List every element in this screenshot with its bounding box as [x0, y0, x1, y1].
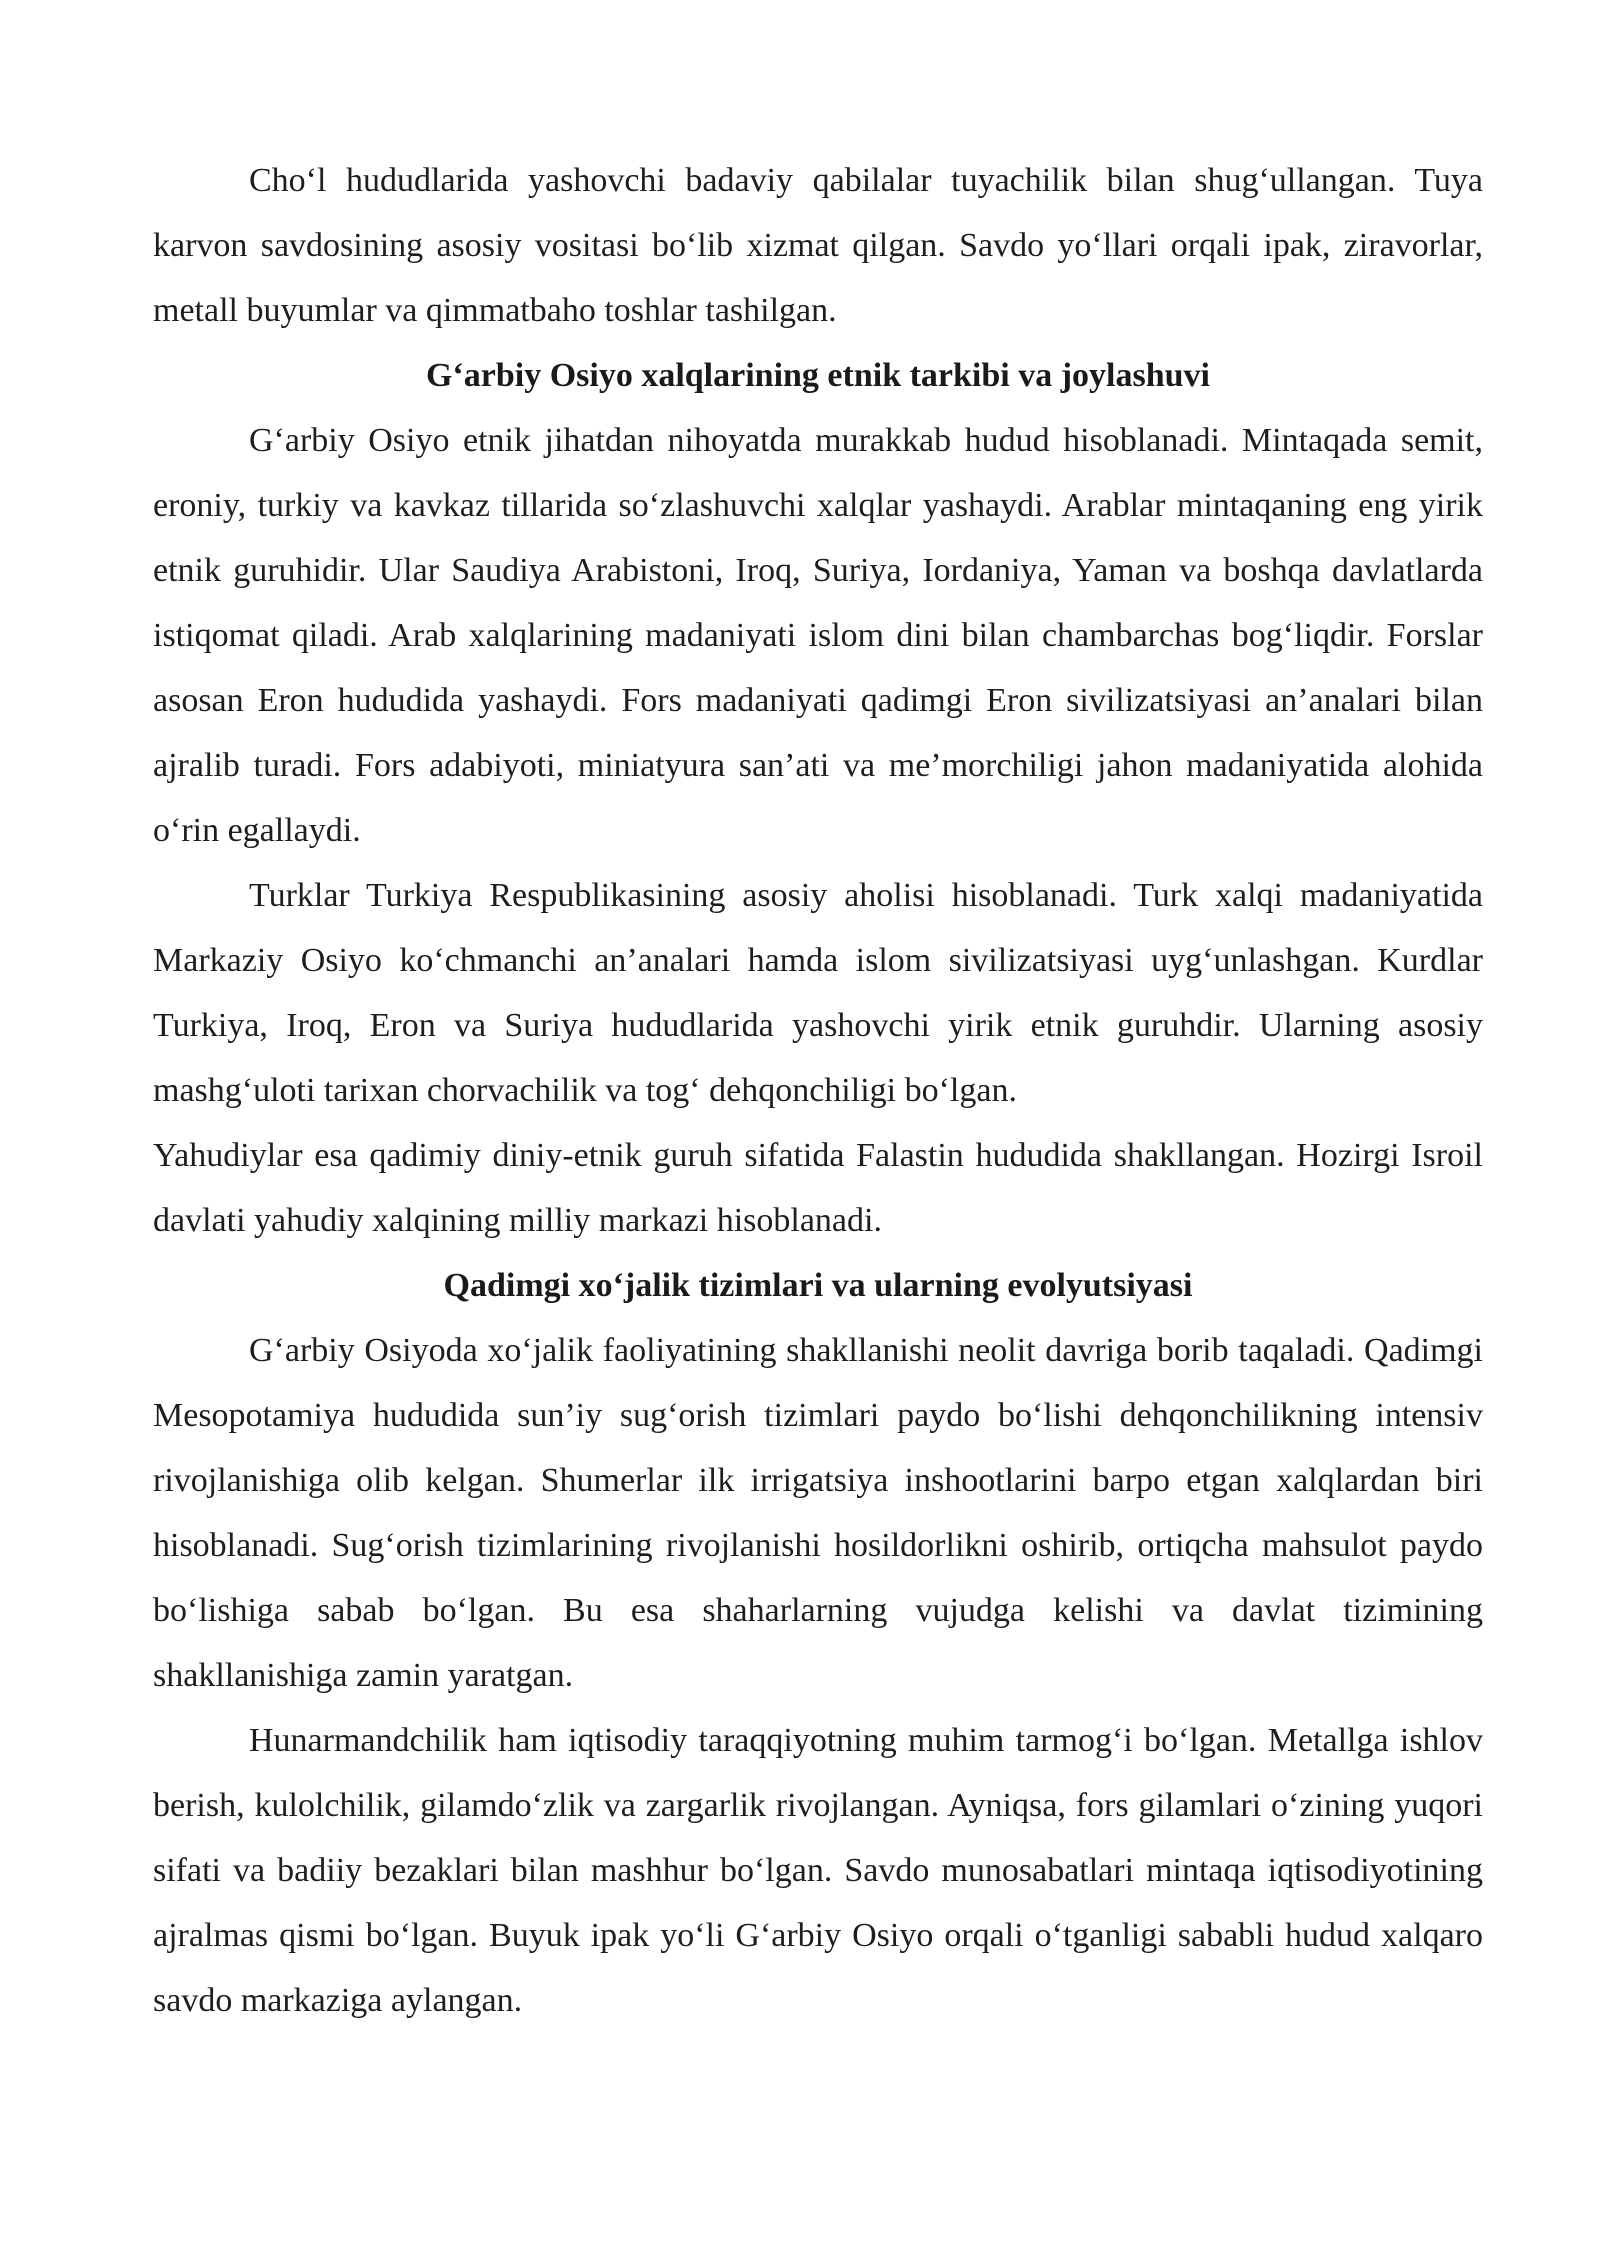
paragraph-crafts-and-trade: Hunarmandchilik ham iqtisodiy taraqqiyotning muhim tarmog‘i bo‘lgan. Metallga ishlov berish, kulolchilik, gilamdo‘zlik va zargarlik rivojlangan. Ayniqsa, fors gilamlari o‘zining yuqori sifati va badiiy bezaklari bilan mashhur bo‘lgan. Savdo munosabatlari mintaqa iqtisodiyotining ajralmas qismi bo‘lgan. Buyuk ipak yo‘li G‘arbiy Osiyo orqali o‘tganligi sababli hudud xalqaro savdo markaziga aylangan. — [153, 1722, 1483, 2019]
paragraph-irrigation: G‘arbiy Osiyoda xo‘jalik faoliyatining shakllanishi neolit davriga borib taqaladi. Qadimgi Mesopotamiya hududida sun’iy sug‘orish tizimlari paydo bo‘lishi dehqonchilikning intensiv rivojlanishiga olib kelgan. Shumerlar ilk irrigatsiya inshootlarini barpo etgan xalqlardan biri hisoblanadi. Sug‘orish tizimlarining rivojlanishi hosildorlikni oshirib, ortiqcha mahsulot paydo bo‘lishiga sabab bo‘lgan. Bu esa shaharlarning vujudga kelishi va davlat tizimining shakllanishiga zamin yaratgan. — [153, 1332, 1483, 1694]
document-page — [153, 148, 1483, 2033]
paragraph-turks-and-kurds: Turklar Turkiya Respublikasining asosiy aholisi hisoblanadi. Turk xalqi madaniyatida Markaziy Osiyo ko‘chmanchi an’analari hamda islom sivilizatsiyasi uyg‘unlashgan. Kurdlar Turkiya, Iroq, Eron va Suriya hududlarida yashovchi yirik etnik guruhdir. Ularning asosiy mashg‘uloti tarixan chorvachilik va tog‘ dehqonchiligi bo‘lgan. — [153, 877, 1483, 1109]
section-heading-ethnic-composition: G‘arbiy Osiyo xalqlarining etnik tarkibi va joylashuvi — [425, 357, 1210, 394]
paragraph-jews: Yahudiylar esa qadimiy diniy-etnik guruh sifatida Falastin hududida shakllangan. Hozirgi Isroil davlati yahudiy xalqining milliy markazi hisoblanadi. — [153, 1137, 1483, 1239]
paragraph-nomadic-camel-trade: Cho‘l hududlarida yashovchi badaviy qabilalar tuyachilik bilan shug‘ullangan. Tuya karvon savdosining asosiy vositasi bo‘lib xizmat qilgan. Savdo yo‘llari orqali ipak, ziravorlar, metall buyumlar va qimmatbaho toshlar tashilgan. — [153, 162, 1483, 329]
section-heading-ancient-economy: Qadimgi xo‘jalik tizimlari va ularning evolyutsiyasi — [443, 1267, 1193, 1304]
paragraph-arabs-and-persians: G‘arbiy Osiyo etnik jihatdan nihoyatda murakkab hudud hisoblanadi. Mintaqada semit, eroniy, turkiy va kavkaz tillarida so‘zlashuvchi xalqlar yashaydi. Arablar mintaqaning eng yirik etnik guruhidir. Ular Saudiya Arabistoni, Iroq, Suriya, Iordaniya, Yaman va boshqa davlatlarda istiqomat qiladi. Arab xalqlarining madaniyati islom dini bilan chambarchas bog‘liqdir. Forslar asosan Eron hududida yashaydi. Fors madaniyati qadimgi Eron sivilizatsiyasi an’analari bilan ajralib turadi. Fors adabiyoti, miniatyura san’ati va me’morchiligi jahon madaniyatida alohida o‘rin egallaydi. — [153, 422, 1483, 849]
